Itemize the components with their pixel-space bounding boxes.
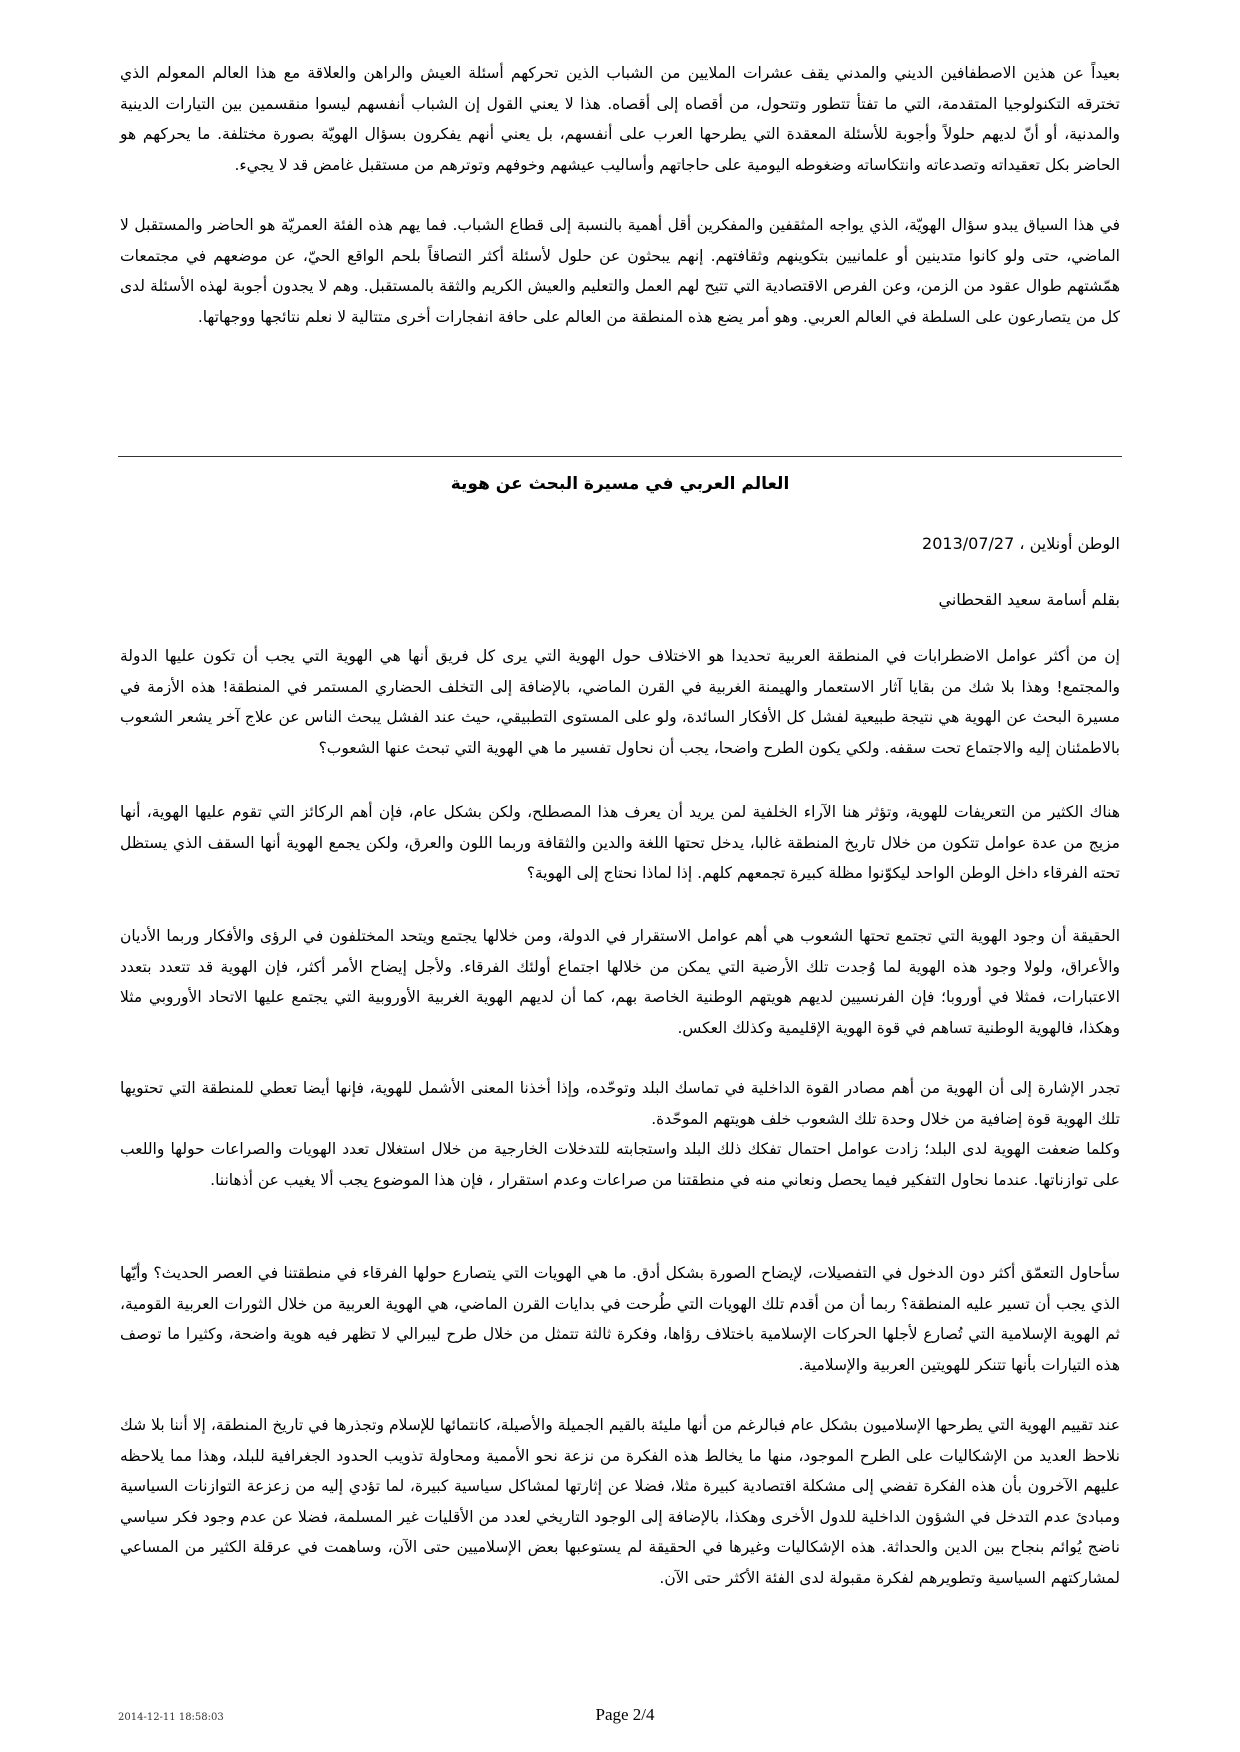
article-paragraph: عند تقييم الهوية التي يطرحها الإسلاميون بشكل عام فبالرغم من أنها مليئة بالقيم الجميلة والأصيلة، كانتمائها للإسلام وتجذرها في تاريخ المنطقة، إلا أننا بلا شك نلاحظ العديد من الإشكاليات على الطرح الموجود، منها ما يخالط هذه الفكرة من نزعة نحو الأممية ومحاولة تذويب الحدود الجغرافية للبلد، وهذا مما يلاحظه عليهم الآخرون بأن هذه الفكرة تفضي إلى مشكلة اقتصادية كبيرة مثلا، فضلا عن إثارتها لمشاكل سياسية كبيرة، لما تؤدي إليه من زعزعة التوازنات السياسية ومبادئ عدم التدخل في الشؤون الداخلية للدول الأخرى وهكذا، بالإضافة إلى الوجود التاريخي لعدد من الأقليات غير المسلمة، فضلا عن عدم وجود فكر سياسي ناضج يُوائم بنجاح بين الدين والحداثة. هذه الإشكاليات وغيرها في الحقيقة لم يستوعبها بعض الإسلاميين حتى الآن، وساهمت في عرقلة الكثير من المساعي لمشاركتهم السياسية وتطويرهم لفكرة مقبولة لدى الفئة الأكثر حتى الآن. xyxy=(120,1416,1120,1587)
intro-paragraph: بعيداً عن هذين الاصطفافين الديني والمدني يقف عشرات الملايين من الشباب الذين تحركهم أسئلة العيش والراهن والعلاقة مع هذا العالم المعولم الذي تخترقه التكنولوجيا المتقدمة، التي ما تفتأ تتطور وتتحول، من أقصاه إلى أقصاه. هذا لا يعني القول إن الشباب أنفسهم ليسوا منقسمين بين التيارات الدينية والمدنية، أو أنّ لديهم حلولاً وأجوبة للأسئلة المعقدة التي يطرحها العرب على أنفسهم، بل يعني أنهم يفكرون بسؤال الهويّة بصورة مختلفة. ما يحركهم هو الحاضر بكل تعقيداته وتصدعاته وانتكاساته وضغوطه اليومية على حاجاتهم وأساليب عيشهم وخوفهم وتوترهم من مستقبل غامض قد لا يجيء. xyxy=(120,64,1120,174)
intro-paragraph: في هذا السياق يبدو سؤال الهويّة، الذي يواجه المثقفين والمفكرين أقل أهمية بالنسبة إلى قطاع الشباب. فما يهم هذه الفئة العمريّة هو الحاضر والمستقبل لا الماضي، حتى ولو كانوا متدينين أو علمانيين بتكوينهم وثقافتهم. إنهم يبحثون عن حلول لأسئلة أكثر التصاقاً بلحم الواقع الحيّ، عن موضعهم في مجتمعات همّشتهم طوال عقود من الزمن، وعن الفرص الاقتصادية التي تتيح لهم العمل والتعليم والعيش الكريم والثقة بالمستقبل. وهم لا يجدون أجوبة لهذه الأسئلة لدى كل من يتصارعون على السلطة في العالم العربي. وهو أمر يضع هذه المنطقة من العالم على حافة انفجارات أخرى متتالية لا نعلم نتائجها ووجهاتها. xyxy=(120,216,1120,326)
article-paragraph: وكلما ضعفت الهوية لدى البلد؛ زادت عوامل احتمال تفكك ذلك البلد واستجابته للتدخلات الخارجية من خلال استغلال تعدد الهويات والصراعات حولها واللعب على توازناتها. عندما نحاول التفكير فيما يحصل ونعاني منه في منطقتنا من صراعات وعدم استقرار ، فإن هذا الموضوع يجب ألا يغيب عن أذهاننا. xyxy=(120,1140,1120,1189)
print-timestamp: 2014-12-11 18:58:03 xyxy=(118,1712,224,1723)
article-source-date: الوطن أونلاين ، 2013/07/27 xyxy=(922,534,1120,553)
article-paragraph: سأحاول التعمّق أكثر دون الدخول في التفصيلات، لإيضاح الصورة بشكل أدق. ما هي الهويات التي يتصارع حولها الفرقاء في منطقتنا في العصر الحديث؟ وأيّها الذي يجب أن تسير عليه المنطقة؟ ربما أن من أقدم تلك الهويات التي طُرحت في بدايات القرن الماضي، هي الهوية العربية من خلال الثورات العربية القومية، ثم الهوية الإسلامية التي تُصارع لأجلها الحركات الإسلامية باختلاف رؤاها، وفكرة ثالثة تتمثل من خلال طرح ليبرالي لا تظهر فيه هوية واضحة، وكثيرا ما توصف هذه التيارات بأنها تتنكر للهويتين العربية والإسلامية. xyxy=(120,1264,1120,1374)
article-paragraph: إن من أكثر عوامل الاضطرابات في المنطقة العربية تحديدا هو الاختلاف حول الهوية التي يرى كل فريق أنها هي الهوية التي يجب أن تكون عليها الدولة والمجتمع! وهذا بلا شك من بقايا آثار الاستعمار والهيمنة الغربية في القرن الماضي، بالإضافة إلى التخلف الحضاري المستمر في المنطقة! هذه الأزمة في مسيرة البحث عن الهوية هي نتيجة طبيعية لفشل كل الأفكار السائدة، ولو على المستوى التطبيقي، حيث عند الفشل يبحث الناس عن علاج آخر يشعر الشعوب بالاطمئنان إليه والاجتماع تحت سقفه. ولكي يكون الطرح واضحا، يجب أن نحاول تفسير ما هي الهوية التي تبحث عنها الشعوب؟ xyxy=(120,647,1120,757)
article-paragraph: هناك الكثير من التعريفات للهوية، وتؤثر هنا الآراء الخلفية لمن يريد أن يعرف هذا المصطلح، ولكن بشكل عام، فإن أهم الركائز التي تقوم عليها الهوية، أنها مزيج من عدة عوامل تتكون من خلال تاريخ المنطقة غالبا، يدخل تحتها اللغة والدين والثقافة وربما اللون والعرق، ولكن يجمع الهوية أنها السقف الذي يستظل تحته الفرقاء داخل الوطن الواحد ليكوّنوا مظلة كبيرة تجمعهم كلهم. إذا لماذا نحتاج إلى الهوية؟ xyxy=(120,803,1120,882)
article-title: العالم العربي في مسيرة البحث عن هوية xyxy=(450,474,790,494)
article-byline: بقلم أسامة سعيد القحطاني xyxy=(938,590,1120,609)
article-paragraph: الحقيقة أن وجود الهوية التي تجتمع تحتها الشعوب هي أهم عوامل الاستقرار في الدولة، ومن خلالها يجتمع ويتحد المختلفون في الرؤى والأفكار وربما الأديان والأعراق، ولولا وجود هذه الهوية لما وُجدت تلك الأرضية التي يمكن من خلالها اجتماع أولئك الفرقاء. ولأجل إيضاح الأمر أكثر، فإن الهوية قد تتعدد بتعدد الاعتبارات، فمثلا في أوروبا؛ فإن الفرنسيين لديهم هويتهم الوطنية الخاصة بهم، كما أن لديهم الهوية الغربية الأوروبية التي يجتمع عليها الاتحاد الأوروبي مثلا وهكذا، فالهوية الوطنية تساهم في قوة الهوية الإقليمية وكذلك العكس. xyxy=(120,927,1120,1037)
page-number: Page 2/4 xyxy=(595,1705,655,1724)
article-paragraph: تجدر الإشارة إلى أن الهوية من أهم مصادر القوة الداخلية في تماسك البلد وتوحّده، وإذا أخذنا المعنى الأشمل للهوية، فإنها أيضا تعطي للمنطقة التي تحتويها تلك الهوية قوة إضافية من خلال وحدة تلك الشعوب خلف هويتهم الموحّدة. xyxy=(120,1079,1120,1128)
section-divider xyxy=(118,456,1122,457)
